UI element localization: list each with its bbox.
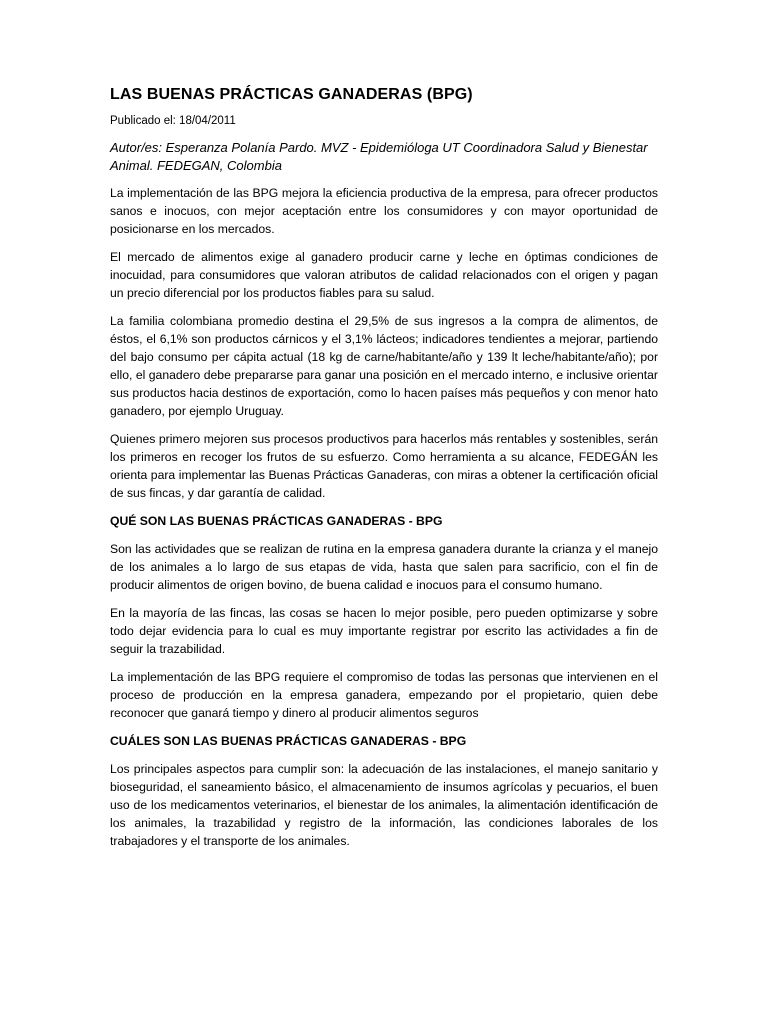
section-heading-cuales-son: CUÁLES SON LAS BUENAS PRÁCTICAS GANADERAS - BPG (110, 734, 467, 748)
document-title: LAS BUENAS PRÁCTICAS GANADERAS (BPG) (110, 86, 473, 103)
paragraph-section1-1: Son las actividades que se realizan de rutina en la empresa ganadera durante la crianza y el manejo de los animales a lo largo de sus etapas de vida, hasta que salen para sacrificio, con el fin de producir alimentos de origen bovino, de buena calidad e inocuos para el consumo humano. (110, 542, 658, 592)
paragraph-intro-1: La implementación de las BPG mejora la eficiencia productiva de la empresa, para ofrecer productos sanos e inocuos, con mejor aceptación entre los consumidores y con mayor oportunidad de posicionarse en los mercados. (110, 186, 658, 236)
section-heading-que-son: QUÉ SON LAS BUENAS PRÁCTICAS GANADERAS - BPG (110, 514, 443, 528)
publication-date: Publicado el: 18/04/2011 (110, 115, 236, 127)
paragraph-intro-2: El mercado de alimentos exige al ganadero producir carne y leche en óptimas condiciones de inocuidad, para consumidores que valoran atributos de calidad relacionados con el origen y pagan un precio diferencial por los productos fiables para su salud. (110, 250, 658, 300)
document-page (110, 86, 658, 860)
paragraph-section1-3: La implementación de las BPG requiere el compromiso de todas las personas que intervienen en el proceso de producción en la empresa ganadera, empezando por el propietario, quien debe reconocer que ganará tiempo y dinero al producir alimentos seguros (110, 670, 658, 720)
paragraph-section1-2: En la mayoría de las fincas, las cosas se hacen lo mejor posible, pero pueden optimizarse y sobre todo dejar evidencia para lo cual es muy importante registrar por escrito las actividades a fin de seguir la trazabilidad. (110, 606, 658, 656)
paragraph-intro-3: La familia colombiana promedio destina el 29,5% de sus ingresos a la compra de alimentos, de éstos, el 6,1% son productos cárnicos y el 3,1% lácteos; indicadores tendientes a mejorar, partiendo del bajo consumo per cápita actual (18 kg de carne/habitante/año y 139 lt leche/habitante/año); por ello, el ganadero debe prepararse para ganar una posición en el mercado interno, e inclusive orientar sus productos hacia destinos de exportación, como lo hacen países más pequeños y con menor hato ganadero, por ejemplo Uruguay. (110, 314, 658, 418)
document-authors: Autor/es: Esperanza Polanía Pardo. MVZ - Epidemióloga UT Coordinadora Salud y Bienestar Animal. FEDEGAN, Colombia (110, 140, 648, 173)
paragraph-intro-4: Quienes primero mejoren sus procesos productivos para hacerlos más rentables y sostenibles, serán los primeros en recoger los frutos de su esfuerzo. Como herramienta a su alcance, FEDEGÁN les orienta para implementar las Buenas Prácticas Ganaderas, con miras a obtener la certificación oficial de sus fincas, y dar garantía de calidad. (110, 432, 658, 500)
paragraph-section2-1: Los principales aspectos para cumplir son: la adecuación de las instalaciones, el manejo sanitario y bioseguridad, el saneamiento básico, el almacenamiento de insumos agrícolas y pecuarios, el buen uso de los medicamentos veterinarios, el bienestar de los animales, la alimentación identificación de los animales, la trazabilidad y registro de la información, las condiciones laborales de los trabajadores y el transporte de los animales. (110, 762, 658, 848)
